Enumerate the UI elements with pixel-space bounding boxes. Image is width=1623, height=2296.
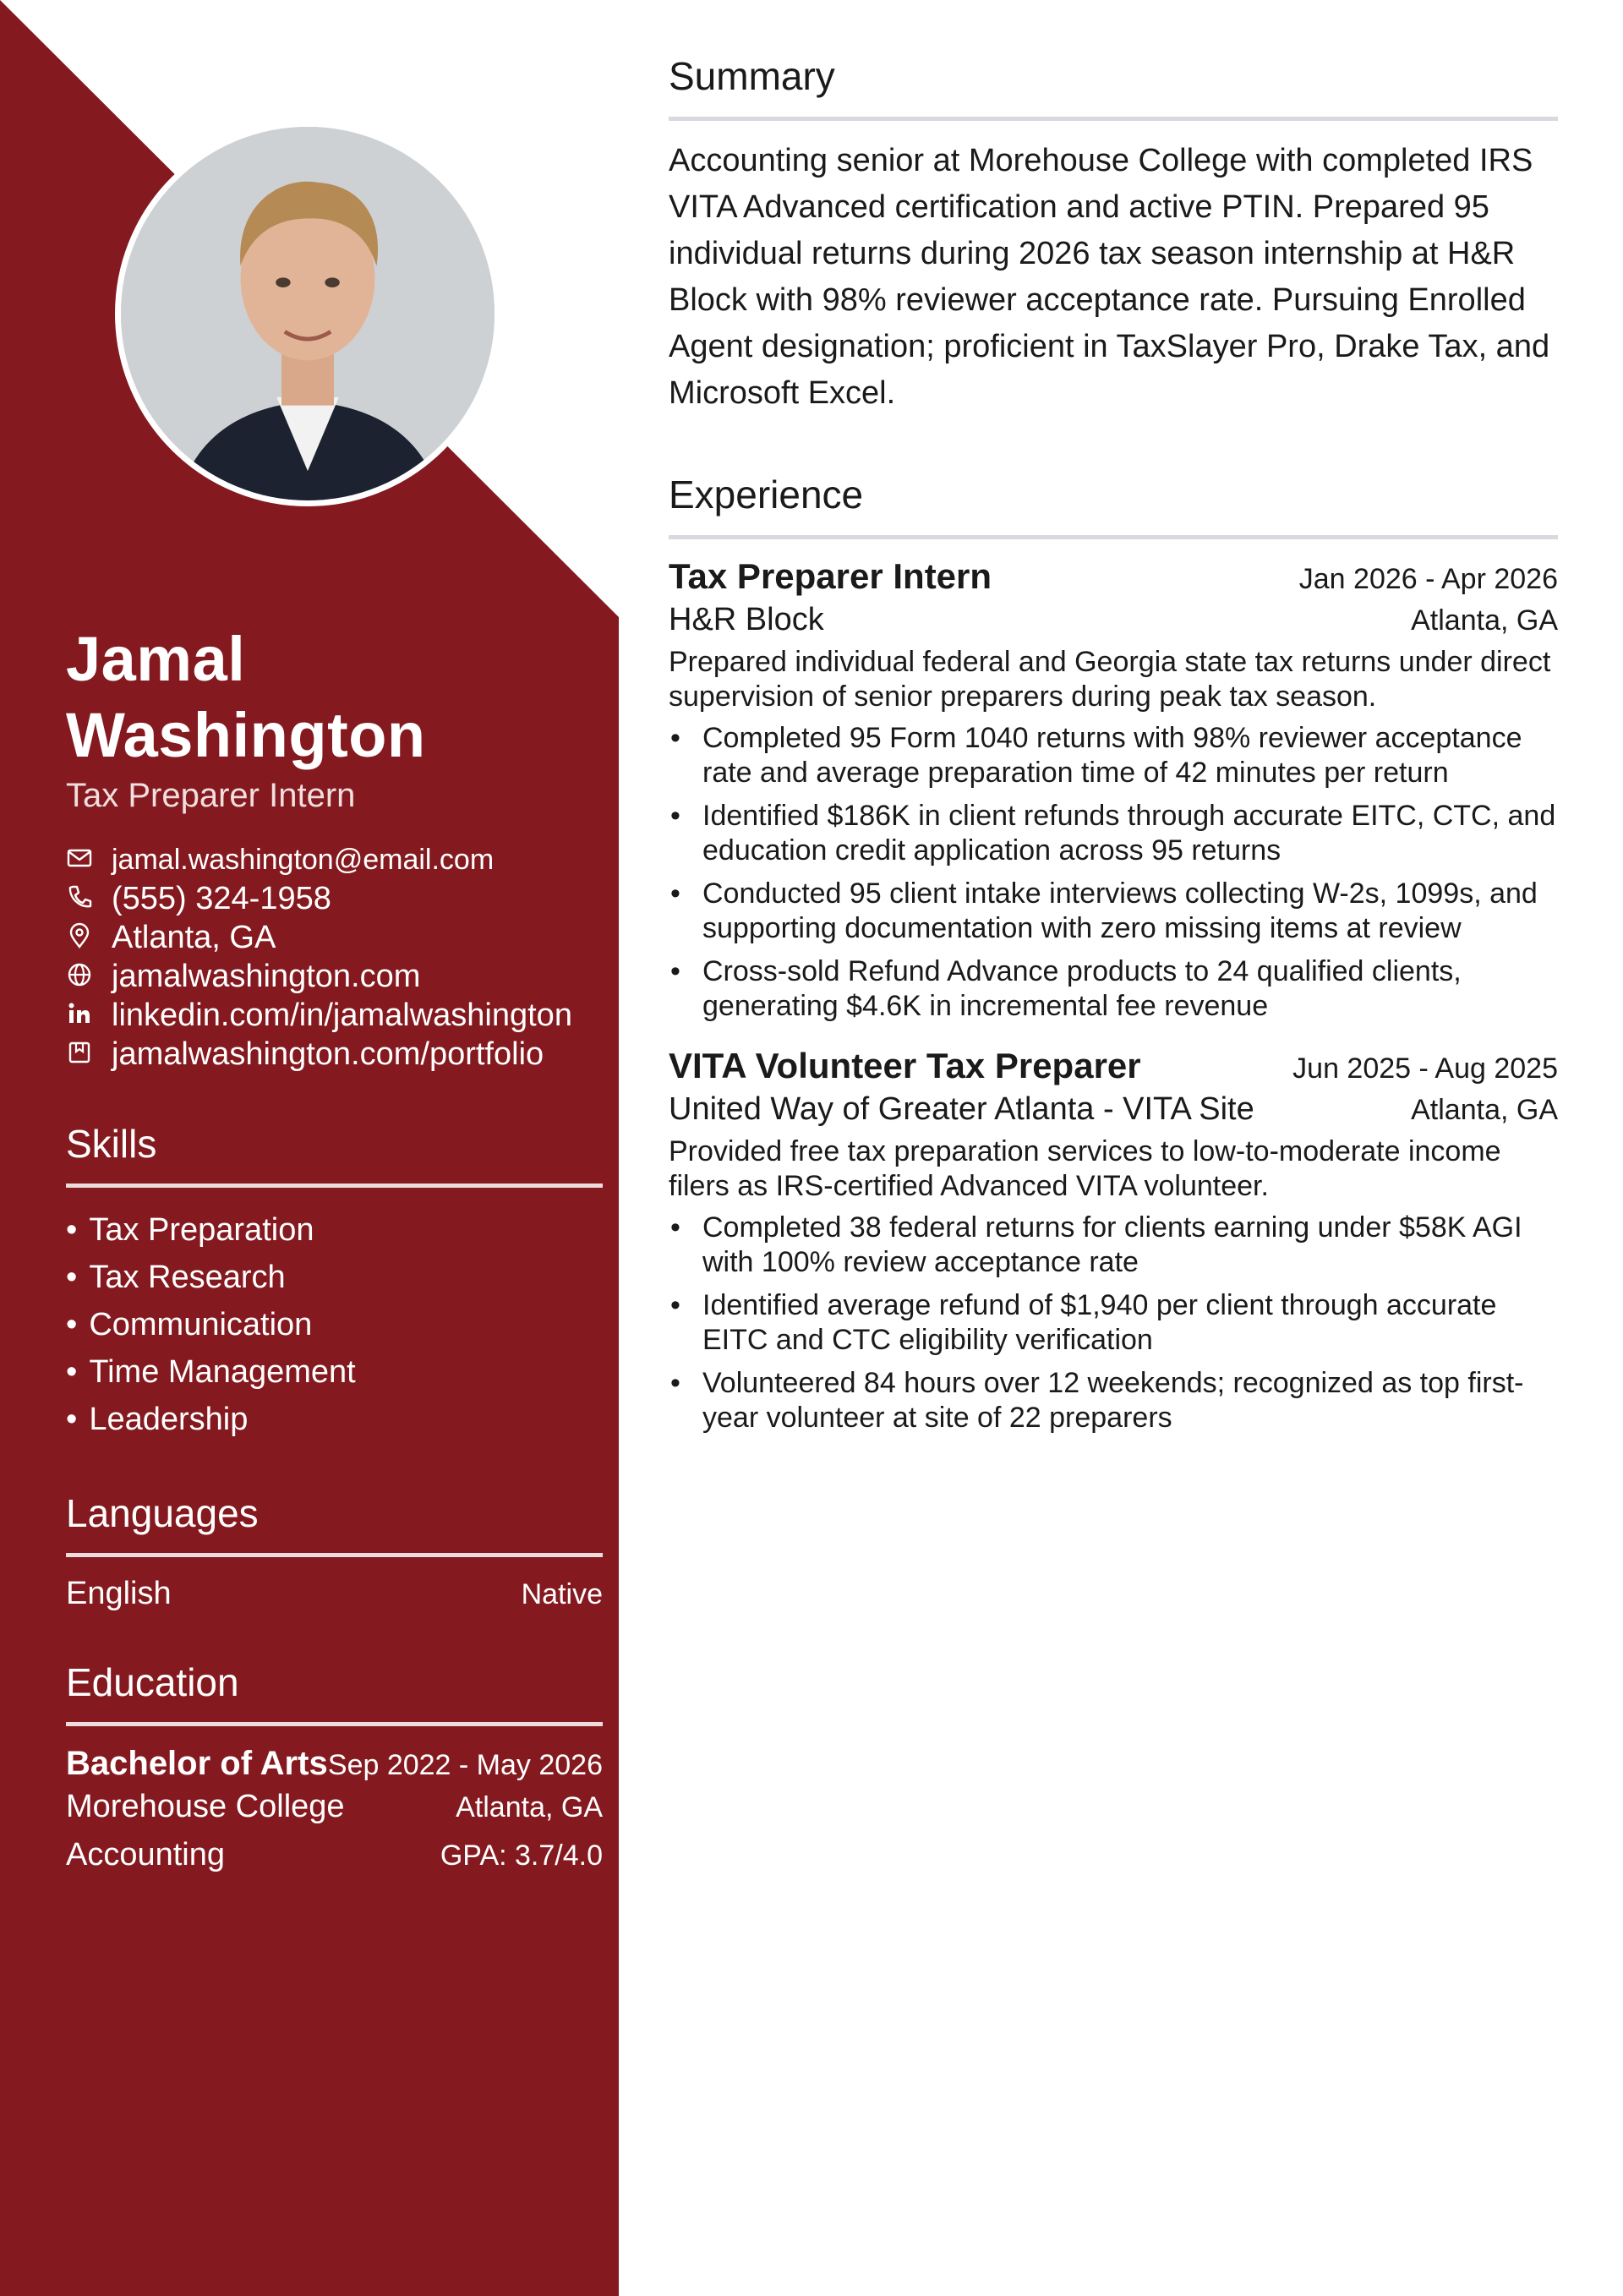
profile-photo (115, 121, 500, 506)
achievement-item: • Completed 95 Form 1040 returns with 98% reviewer acceptance rate and average preparation time of 42 minutes per return (669, 721, 1558, 790)
contact-phone[interactable] (66, 879, 603, 918)
main-content (669, 42, 1558, 1444)
phone-icon (66, 883, 96, 914)
contact-phone-text: (555) 324-1958 (112, 881, 331, 916)
education-school: Morehouse College (66, 1789, 345, 1824)
skill-item: • Tax Preparation (66, 1206, 603, 1254)
contact-list (66, 840, 603, 1074)
job-description: Prepared individual federal and Georgia state tax returns under direct supervision of senior preparers during peak tax season. (669, 646, 1551, 713)
education-dates: Sep 2022 - May 2026 (327, 1749, 603, 1781)
job-title: VITA Volunteer Tax Preparer (669, 1046, 1141, 1085)
contact-linkedin-text: linkedin.com/in/jamalwashington (112, 998, 572, 1033)
achievement-item: • Conducted 95 client intake interviews collecting W-2s, 1099s, and supporting documentation with zero missing items at review (669, 877, 1558, 946)
contact-email-text: jamal.washington@email.com (112, 844, 495, 876)
job-dates: Jan 2026 - Apr 2026 (1298, 563, 1558, 595)
contact-website[interactable] (66, 957, 603, 996)
education-heading: Education (66, 1660, 239, 1704)
education-school-row (66, 1783, 603, 1831)
experience-heading: Experience (669, 473, 864, 517)
candidate-name: Jamal Washington (66, 624, 426, 770)
job-location: Atlanta, GA (1411, 1094, 1558, 1126)
linkedin-icon (66, 1000, 96, 1030)
skills-list (66, 1206, 603, 1443)
education-degree-row (66, 1745, 603, 1783)
achievement-item: • Identified average refund of $1,940 per client through accurate EITC and CTC eligibility verification (669, 1288, 1558, 1358)
job-achievements (669, 721, 1558, 1024)
skills-divider (66, 1184, 603, 1188)
contact-website-text: jamalwashington.com (112, 959, 421, 994)
achievement-item: • Cross-sold Refund Advance products to 24 qualified clients, generating $4.6K in incremental fee revenue (669, 954, 1558, 1024)
languages-heading: Languages (66, 1491, 259, 1535)
contact-location-text: Atlanta, GA (112, 920, 276, 955)
education-degree: Bachelor of Arts (66, 1745, 328, 1782)
contact-linkedin[interactable] (66, 996, 603, 1035)
language-level: Native (521, 1578, 603, 1610)
skill-item: • Tax Research (66, 1254, 603, 1301)
job-achievements (669, 1211, 1558, 1435)
candidate-title: Tax Preparer Intern (66, 777, 356, 814)
achievement-item: • Volunteered 84 hours over 12 weekends; recognized as top first-year volunteer at site of 22 preparers (669, 1366, 1558, 1435)
map-pin-icon (66, 922, 96, 953)
skills-heading: Skills (66, 1122, 157, 1166)
job-company: H&R Block (669, 602, 824, 637)
education-divider (66, 1722, 603, 1726)
contact-location (66, 918, 603, 957)
job-header-row (669, 1046, 1558, 1086)
experience-divider (669, 535, 1558, 539)
experience-entry (669, 556, 1558, 1024)
summary-text: Accounting senior at Morehouse College with completed IRS VITA Advanced certification and active PTIN. Prepared 95 individual returns during 2026 tax season internship at H&R Block with 98% reviewer acceptance rate. Pursuing Enrolled Agent designation; proficient in TaxSlayer Pro, Drake Tax, and Microsoft Excel. (669, 143, 1550, 411)
contact-portfolio[interactable] (66, 1035, 603, 1074)
mail-icon (66, 845, 96, 875)
achievement-item: • Identified $186K in client refunds through accurate EITC, CTC, and education credit application across 95 returns (669, 799, 1558, 868)
language-name: English (66, 1576, 172, 1611)
contact-email[interactable] (66, 840, 603, 879)
job-description: Provided free tax preparation services to low-to-moderate income filers as IRS-certified Advanced VITA volunteer. (669, 1135, 1501, 1202)
person-portrait-icon (121, 127, 495, 500)
job-title: Tax Preparer Intern (669, 556, 992, 596)
job-header-row (669, 556, 1558, 597)
skill-item: • Leadership (66, 1396, 603, 1443)
globe-icon (66, 961, 96, 992)
languages-divider (66, 1553, 603, 1557)
job-company-row (669, 1091, 1558, 1128)
job-location: Atlanta, GA (1411, 604, 1558, 637)
sidebar (66, 621, 603, 1879)
skill-item: • Time Management (66, 1348, 603, 1396)
job-company-row (669, 602, 1558, 638)
contact-portfolio-text: jamalwashington.com/portfolio (112, 1036, 544, 1072)
education-gpa: GPA: 3.7/4.0 (440, 1840, 603, 1872)
experience-entry (669, 1046, 1558, 1435)
education-major: Accounting (66, 1837, 226, 1872)
skill-item: • Communication (66, 1301, 603, 1348)
achievement-item: • Completed 38 federal returns for clients earning under $58K AGI with 100% review acceptance rate (669, 1211, 1558, 1280)
summary-divider (669, 117, 1558, 121)
job-company: United Way of Greater Atlanta - VITA Site (669, 1091, 1254, 1127)
job-dates: Jun 2025 - Aug 2025 (1292, 1052, 1558, 1085)
portfolio-icon (66, 1039, 96, 1069)
language-row (66, 1576, 603, 1612)
summary-heading: Summary (669, 54, 835, 98)
education-location: Atlanta, GA (456, 1791, 603, 1823)
education-major-row (66, 1831, 603, 1879)
